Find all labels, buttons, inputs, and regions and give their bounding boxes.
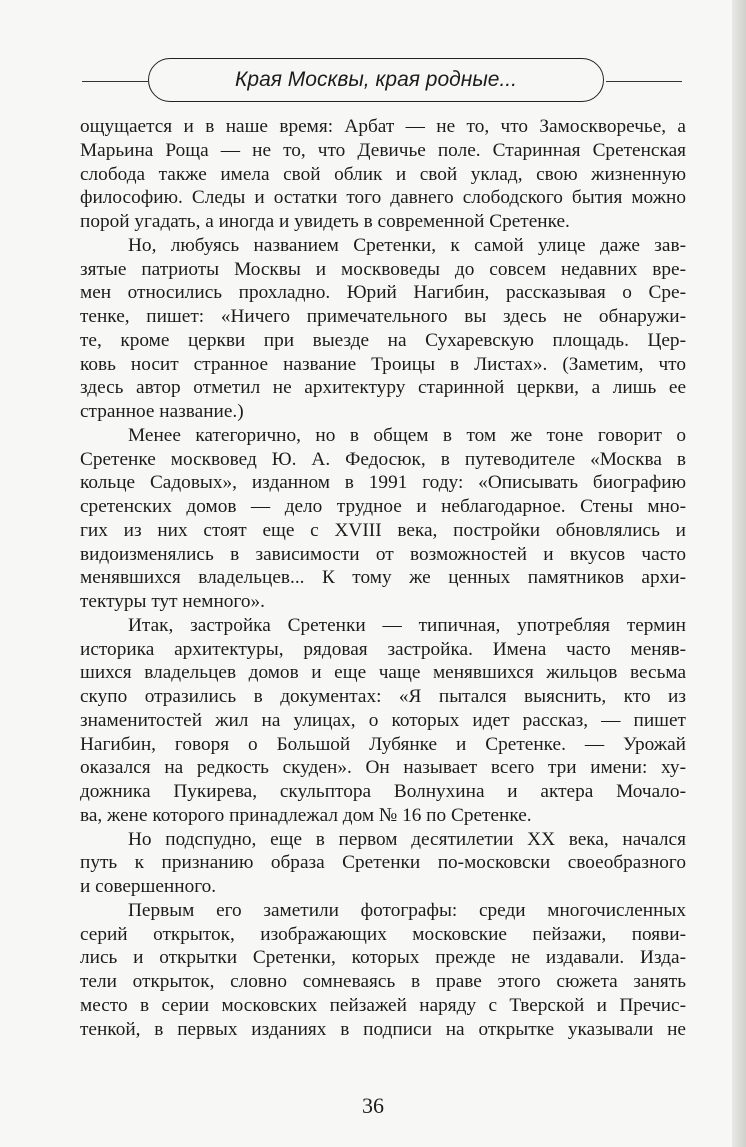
text-line: Но, любуясь названием Сретенки, к самой улице даже зав- [128,234,686,256]
text-line: и совершенного. [80,876,217,897]
text-line: кольце Садовых», изданном в 1991 году: «Описывать биографию [80,472,686,494]
text-line: скупо отразились в документах: «Я пытался выяснить, кто из [80,686,686,707]
paragraph [80,614,686,828]
text-line: Марьина Роща — не то, что Девичье поле. Старинная Сретенская [80,139,686,161]
text-line: знаменитостей жил на улицах, о которых идет рассказ, — пишет [80,709,686,731]
text-line: оказался на редкость скуден». Он называет всего три имени: ху- [80,757,686,779]
text-line: зятые патриоты Москвы и москвоведы до совсем недавних вре- [80,258,686,280]
text-line: историка архитектуры, рядовая застройка. Имена часто меняв- [80,638,686,660]
text-line: слобода также имела свой облик и свой уклад, свою жизненную [80,163,686,185]
text-line: ва, жене которого принадлежал дом № 16 по Сретенке. [80,804,532,826]
text-line: Первым его заметили фотографы: среди многочисленных [128,899,686,921]
text-line: философию. Следы и остатки того давнего слободского бытия можно [80,187,686,209]
text-line: Итак, застройка Сретенки — типичная, употребляя термин [128,614,686,636]
text-line: дожника Пукирева, скульптора Волнухина и актера Мочало- [80,781,686,802]
text-line: те, кроме церкви при выезде на Сухаревскую площадь. Цер- [80,329,686,351]
text-line: видоизменялись в зависимости от возможностей и вкусов часто [80,543,686,565]
text-line: лись и открытки Сретенки, которых прежде не издавали. Изда- [80,947,686,969]
text-line: Менее категорично, но в общем в том же тоне говорит о [128,424,686,446]
text-line: порой угадать, а иногда и увидеть в современной Сретенке. [80,211,570,232]
text-line: Но подспудно, еще в первом десятилетии XX века, начался [128,828,686,850]
page-number: 36 [362,1093,384,1118]
text-line: тектуры тут немного». [80,591,265,612]
header-rule-right [606,81,682,82]
running-header [82,58,682,104]
text-line: мен относились прохладно. Юрий Нагибин, рассказывая о Сре- [80,282,686,304]
text-line: странное название.) [80,401,244,422]
paragraph [80,234,686,424]
text-line: Сретенке москвовед Ю. А. Федосюк, в путеводителе «Москва в [80,448,686,470]
paragraph [80,424,686,614]
running-header-title: Края Москвы, края родные... [148,58,604,102]
text-line: тели открыток, словно сомневаясь в праве этого сюжета занять [80,971,686,992]
scan-edge [732,0,746,1147]
paragraph [80,115,686,234]
text-line: тенке, пишет: «Ничего примечательного вы здесь не обнаружи- [80,306,686,327]
text-line: Нагибин, говоря о Большой Лубянке и Сретенке. — Урожай [80,733,686,755]
text-line: шихся владельцев домов и еще чаще менявшихся жильцов весьма [80,662,686,684]
text-line: тенкой, в первых изданиях в подписи на открытке указывали не [80,1018,686,1040]
header-rule-left [82,81,148,82]
text-line: ощущается и в наше время: Арбат — не то, что Замоскворечье, а [80,116,686,137]
text-line: место в серии московских пейзажей наряду с Тверской и Пречис- [80,994,686,1016]
text-line: серий открыток, изображающих московские пейзажи, появи- [80,923,686,945]
text-line: здесь автор отметил не архитектуру старинной церкви, а лишь ее [80,377,686,399]
paragraph [80,828,686,899]
text-line: ковь носит странное название Троицы в Листах». (Заметим, что [80,353,686,375]
paragraph [80,899,686,1042]
page-body-text [80,115,686,1041]
text-line: путь к признанию образа Сретенки по-московски своеобразного [80,852,686,874]
text-line: менявшихся владельцев... К тому же ценных памятников архи- [80,567,686,589]
text-line: гих из них стоят еще с XVIII века, постройки обновлялись и [80,519,686,541]
text-line: сретенских домов — дело трудное и неблагодарное. Стены мно- [80,496,686,517]
